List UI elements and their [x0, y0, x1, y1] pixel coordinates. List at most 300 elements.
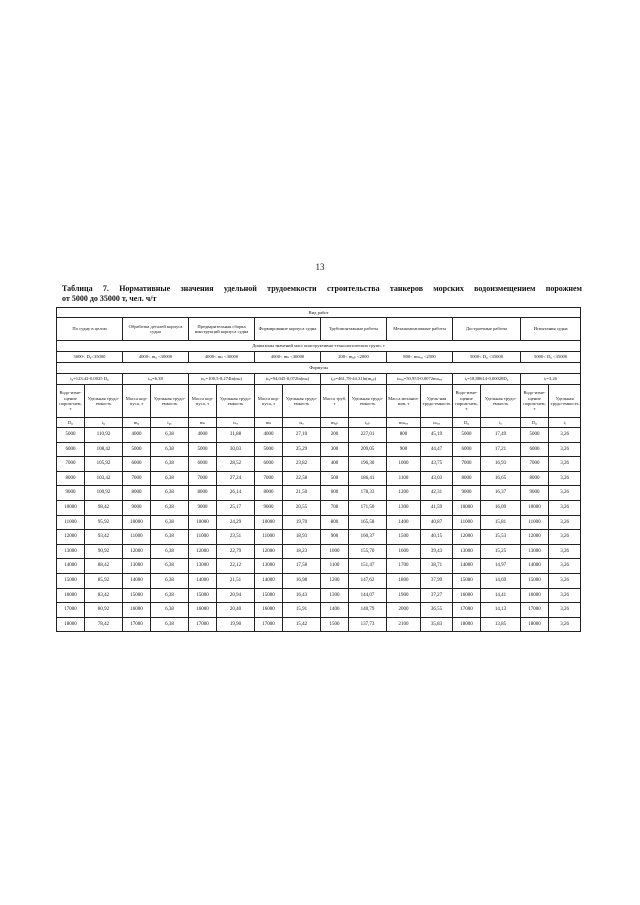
table-cell: 6000	[521, 442, 549, 457]
subheader-cell: Удель-ная трудо-емкость	[421, 385, 453, 418]
table-cell: 21,50	[283, 486, 321, 501]
table-cell: 3,26	[549, 573, 581, 588]
table-cell: 16,65	[481, 471, 521, 486]
table-cell: 4000	[255, 428, 283, 443]
formula-cell: tₘₑₓ=50,953-0,0072mₘₑₓ	[387, 374, 453, 385]
formula-cell: t₀=123,42-0,0025 D₀	[57, 374, 123, 385]
table-cell: 7000	[123, 471, 151, 486]
table-cell: 155,70	[349, 544, 387, 559]
subheader-cell: Удельная трудо-емкость	[349, 385, 387, 418]
table-cell: 3,26	[549, 544, 581, 559]
table-cell: 14,97	[481, 559, 521, 574]
table-cell: 17000	[453, 603, 481, 618]
table-cell: 108,42	[85, 442, 123, 457]
table-cell: 1300	[387, 500, 421, 515]
table-cell: 600	[321, 486, 349, 501]
table-cell: 196,30	[349, 457, 387, 472]
table-cell: 3,26	[549, 559, 581, 574]
symbol-cell: mₖ	[255, 418, 283, 428]
range-cell: 4000< m₀ <30000	[123, 352, 189, 363]
table-cell: 24,29	[217, 515, 255, 530]
group-header: Предварительная сборка конструкций корпуса судна	[189, 318, 255, 341]
table-cell: 1000	[387, 457, 421, 472]
table-cell: 40,15	[421, 530, 453, 545]
subheader-cell: Водо-изме-щение порож-нем, т	[453, 385, 481, 418]
symbol-cell: tᵢ	[549, 418, 581, 428]
table-cell: 30,03	[217, 442, 255, 457]
table-cell: 7000	[255, 471, 283, 486]
table-cell: 23,82	[283, 457, 321, 472]
subheader-cell: Масса кор-пуса, т	[123, 385, 151, 418]
table-cell: 140,79	[349, 603, 387, 618]
table-cell: 26,14	[217, 486, 255, 501]
subheader-cell: Масса кор-пуса, т	[189, 385, 217, 418]
table-cell: 6000	[123, 457, 151, 472]
subheader-cell: Масса труб, т	[321, 385, 349, 418]
table-cell: 6000	[453, 442, 481, 457]
symbol-cell: D₀	[57, 418, 85, 428]
subheader-cell: Масса кор-пуса, т	[255, 385, 283, 418]
table-cell: 5000	[453, 428, 481, 443]
table-cell: 25,17	[217, 500, 255, 515]
table-cell: 8000	[453, 471, 481, 486]
table-cell: 6,38	[151, 486, 189, 501]
table-cell: 1400	[321, 603, 349, 618]
table-cell: 12000	[189, 544, 217, 559]
table-cell: 6000	[189, 457, 217, 472]
table-cell: 14,69	[481, 573, 521, 588]
table-cell: 22,12	[217, 559, 255, 574]
table-cell: 36,55	[421, 603, 453, 618]
table-cell: 1200	[321, 573, 349, 588]
table-cell: 1700	[387, 559, 421, 574]
table-cell: 10000	[123, 515, 151, 530]
table-cell: 110,92	[85, 428, 123, 443]
table-row	[57, 544, 581, 559]
table-cell: 14,41	[481, 588, 521, 603]
table-cell: 15,81	[481, 515, 521, 530]
symbol-cell: t₀ₚ	[349, 418, 387, 428]
table-cell: 6,38	[151, 617, 189, 632]
table-cell: 20,55	[283, 500, 321, 515]
table-row	[57, 530, 581, 545]
table-cell: 9000	[57, 486, 85, 501]
table-cell: 16,98	[283, 573, 321, 588]
table-cell: 22,79	[217, 544, 255, 559]
table-cell: 3,26	[549, 603, 581, 618]
table-cell: 3,26	[549, 486, 581, 501]
table-cell: 17000	[255, 617, 283, 632]
range-cell: 800< mₘₑₓ <2500	[387, 352, 453, 363]
table-cell: 10000	[453, 500, 481, 515]
table-cell: 88,42	[85, 559, 123, 574]
table-cell: 8000	[189, 486, 217, 501]
table-cell: 11000	[255, 530, 283, 545]
formula-cell: tₖₐ=94,045-8,072ln(mₖ)	[255, 374, 321, 385]
table-cell: 31,88	[217, 428, 255, 443]
table-cell: 23,51	[217, 530, 255, 545]
table-cell: 300	[321, 442, 349, 457]
table-cell: 6000	[57, 442, 85, 457]
table-cell: 160,37	[349, 530, 387, 545]
table-cell: 6,38	[151, 559, 189, 574]
table-cell: 6,38	[151, 500, 189, 515]
table-cell: 10000	[255, 515, 283, 530]
table-cell: 37,99	[421, 573, 453, 588]
table-cell: 500	[321, 471, 349, 486]
table-cell: 700	[321, 500, 349, 515]
table-cell: 43,03	[421, 471, 453, 486]
table-cell: 17,58	[283, 559, 321, 574]
group-header: Формирование корпуса судна	[255, 318, 321, 341]
table-cell: 1600	[387, 544, 421, 559]
table-cell: 3,26	[549, 457, 581, 472]
table-cell: 13000	[453, 544, 481, 559]
symbol-cell: t₀ₐ	[151, 418, 189, 428]
table-cell: 20,94	[217, 588, 255, 603]
table-cell: 3,26	[549, 500, 581, 515]
table-cell: 6,38	[151, 573, 189, 588]
table-cell: 6,38	[151, 428, 189, 443]
table-row	[57, 573, 581, 588]
table-cell: 6,38	[151, 588, 189, 603]
table-cell: 98,42	[85, 500, 123, 515]
subheader-cell: Водо-изме-щение порож-нем, т	[521, 385, 549, 418]
table-cell: 10000	[189, 515, 217, 530]
table-cell: 7000	[189, 471, 217, 486]
symbol-cell: tₐ	[481, 418, 521, 428]
table-cell: 13000	[123, 559, 151, 574]
table-cell: 93,42	[85, 530, 123, 545]
table-cell: 11000	[57, 515, 85, 530]
formula-cell: tₙₓ=100,5-8,274ln(mₛ)	[189, 374, 255, 385]
table-row	[57, 457, 581, 472]
table-cell: 40,87	[421, 515, 453, 530]
table-cell: 3,26	[549, 428, 581, 443]
table-cell: 103,42	[85, 471, 123, 486]
table-cell: 90,92	[85, 544, 123, 559]
table-cell: 3,26	[549, 471, 581, 486]
table-cell: 227,01	[349, 428, 387, 443]
table-cell: 18000	[57, 617, 85, 632]
table-cell: 1800	[387, 573, 421, 588]
table-cell: 16000	[123, 603, 151, 618]
range-cell: 5000< D₀ <35000	[453, 352, 521, 363]
table-cell: 1500	[387, 530, 421, 545]
table-cell: 8000	[255, 486, 283, 501]
formula-cell: tₒₐ=6,38	[123, 374, 189, 385]
table-cell: 1400	[387, 515, 421, 530]
table-cell: 178,33	[349, 486, 387, 501]
table-cell: 209,05	[349, 442, 387, 457]
symbol-cell: D₀	[521, 418, 549, 428]
table-cell: 19,70	[283, 515, 321, 530]
table-cell: 27,24	[217, 471, 255, 486]
table-cell: 12000	[521, 530, 549, 545]
table-cell: 44,47	[421, 442, 453, 457]
table-cell: 13000	[255, 559, 283, 574]
table-cell: 1100	[387, 471, 421, 486]
table-cell: 1900	[387, 588, 421, 603]
group-header: Трубомонтажные работы	[321, 318, 387, 341]
header-title: Вид работ	[57, 308, 581, 318]
table-cell: 14000	[189, 573, 217, 588]
table-row	[57, 515, 581, 530]
table-cell: 43,75	[421, 457, 453, 472]
table-cell: 41,59	[421, 500, 453, 515]
table-cell: 12000	[57, 530, 85, 545]
table-cell: 186,41	[349, 471, 387, 486]
subheader-cell: Удельная трудо-емкость	[85, 385, 123, 418]
table-cell: 3,26	[549, 617, 581, 632]
table-cell: 95,92	[85, 515, 123, 530]
table-cell: 5000	[189, 442, 217, 457]
table-cell: 42,31	[421, 486, 453, 501]
table-row	[57, 442, 581, 457]
symbol-cell: tₙₓ	[217, 418, 255, 428]
table-cell: 1300	[321, 588, 349, 603]
table-cell: 21,51	[217, 573, 255, 588]
table-cell: 39,43	[421, 544, 453, 559]
table-cell: 165,58	[349, 515, 387, 530]
table-cell: 6,38	[151, 603, 189, 618]
table-cell: 80,92	[85, 603, 123, 618]
table-cell: 18,23	[283, 544, 321, 559]
table-cell: 1000	[321, 544, 349, 559]
group-header: Испытания судна	[521, 318, 581, 341]
table-cell: 1100	[321, 559, 349, 574]
table-cell: 10000	[57, 500, 85, 515]
subheader-cell: Удельная трудо-емкость	[481, 385, 521, 418]
table-cell: 137,73	[349, 617, 387, 632]
table-cell: 15000	[255, 588, 283, 603]
table-cell: 12000	[453, 530, 481, 545]
table-cell: 100,92	[85, 486, 123, 501]
table-cell: 85,92	[85, 573, 123, 588]
subheader-cell: Водо-изме-щение порож-нем, т	[57, 385, 85, 418]
formula-cell: t₀ₚ=461,78-44,31ln(m₀ₚ)	[321, 374, 387, 385]
table-cell: 7000	[453, 457, 481, 472]
table-cell: 200	[321, 428, 349, 443]
table-row	[57, 603, 581, 618]
table-cell: 5000	[255, 442, 283, 457]
table-row	[57, 486, 581, 501]
table-cell: 3,26	[549, 530, 581, 545]
table-cell: 37,27	[421, 588, 453, 603]
symbol-cell: tₖₐ	[283, 418, 321, 428]
table-cell: 16000	[57, 588, 85, 603]
table-cell: 800	[387, 428, 421, 443]
table-cell: 3,26	[549, 515, 581, 530]
table-cell: 15000	[453, 573, 481, 588]
table-cell: 17,49	[481, 428, 521, 443]
table-cell: 18000	[453, 617, 481, 632]
ranges-title: Диапазоны значений масс конструктивно-технологических групп, т	[57, 341, 581, 352]
table-cell: 17000	[123, 617, 151, 632]
table-cell: 15,25	[481, 544, 521, 559]
table-cell: 12000	[255, 544, 283, 559]
table-cell: 17,21	[481, 442, 521, 457]
table-cell: 900	[387, 442, 421, 457]
table-cell: 10000	[521, 500, 549, 515]
table-cell: 900	[321, 530, 349, 545]
group-header: Обработка деталей корпуса судна	[123, 318, 189, 341]
group-header: Механомонтажные работы	[387, 318, 453, 341]
table-cell: 9000	[123, 500, 151, 515]
table-cell: 13000	[521, 544, 549, 559]
table-cell: 6,38	[151, 457, 189, 472]
table-cell: 18000	[521, 617, 549, 632]
range-cell: 200< m₀ₚ <2000	[321, 352, 387, 363]
table-cell: 8000	[123, 486, 151, 501]
table-cell: 11000	[123, 530, 151, 545]
symbol-cell: t₀	[85, 418, 123, 428]
table-cell: 3,26	[549, 588, 581, 603]
subheader-cell: Удельная трудо-емкость	[217, 385, 255, 418]
table-cell: 27,10	[283, 428, 321, 443]
table-row	[57, 617, 581, 632]
table-cell: 13,85	[481, 617, 521, 632]
range-cell: 4000< mₖ <30000	[255, 352, 321, 363]
table-cell: 400	[321, 457, 349, 472]
table-cell: 20,40	[217, 603, 255, 618]
table-cell: 16000	[521, 588, 549, 603]
table-cell: 9000	[453, 486, 481, 501]
table-cell: 2000	[387, 603, 421, 618]
table-cell: 8000	[521, 471, 549, 486]
table-cell: 7000	[57, 457, 85, 472]
table-cell: 15000	[123, 588, 151, 603]
table-cell: 45,19	[421, 428, 453, 443]
table-cell: 16,93	[481, 457, 521, 472]
group-header: Достроечные работы	[453, 318, 521, 341]
subheader-cell: Удельная трудо-емкость	[549, 385, 581, 418]
table-cell: 11000	[453, 515, 481, 530]
symbol-cell: tₘₑₓ	[421, 418, 453, 428]
subheader-cell: Удельная трудо-емкость	[283, 385, 321, 418]
caption-line-1: Таблица 7. Нормативные значения удельной трудоемкости строительства танкеров морских водоизмещением порожнем	[62, 284, 582, 293]
table-cell: 28,52	[217, 457, 255, 472]
symbol-cell: D₀	[453, 418, 481, 428]
table-cell: 13000	[57, 544, 85, 559]
table-cell: 22,58	[283, 471, 321, 486]
table-cell: 38,71	[421, 559, 453, 574]
table-cell: 15,91	[283, 603, 321, 618]
table-cell: 800	[321, 515, 349, 530]
symbol-cell: mₛ	[189, 418, 217, 428]
table-cell: 15,53	[481, 530, 521, 545]
subheader-cell: Удельная трудо-емкость	[151, 385, 189, 418]
table-cell: 78,42	[85, 617, 123, 632]
table-cell: 17000	[57, 603, 85, 618]
table-cell: 16000	[189, 603, 217, 618]
labor-intensity-table	[56, 307, 581, 632]
table-cell: 19,90	[217, 617, 255, 632]
table-cell: 18,93	[283, 530, 321, 545]
table-row	[57, 588, 581, 603]
table-cell: 14,13	[481, 603, 521, 618]
symbol-cell: mₘₑₓ	[387, 418, 421, 428]
table-cell: 6,38	[151, 530, 189, 545]
table-cell: 11000	[189, 530, 217, 545]
table-cell: 9000	[189, 500, 217, 515]
table-cell: 5000	[521, 428, 549, 443]
table-cell: 16,37	[481, 486, 521, 501]
table-cell: 105,92	[85, 457, 123, 472]
subheader-cell: Масса механиз-мов, т	[387, 385, 421, 418]
table-cell: 9000	[521, 486, 549, 501]
formula-cell: tᵢ=3,26	[521, 374, 581, 385]
table-cell: 17000	[521, 603, 549, 618]
group-header: По судну в целом	[57, 318, 123, 341]
range-cell: 4000< mₛ <30000	[189, 352, 255, 363]
formulas-title: Формулы	[57, 363, 581, 374]
table-cell: 25,29	[283, 442, 321, 457]
table-cell: 1500	[321, 617, 349, 632]
table-cell: 14000	[255, 573, 283, 588]
table-cell: 17000	[189, 617, 217, 632]
table-cell: 16,09	[481, 500, 521, 515]
symbol-cell: m₀	[123, 418, 151, 428]
table-cell: 6,38	[151, 471, 189, 486]
table-row	[57, 559, 581, 574]
table-cell: 6,38	[151, 544, 189, 559]
table-cell: 83,42	[85, 588, 123, 603]
table-cell: 16,43	[283, 588, 321, 603]
table-cell: 147,62	[349, 573, 387, 588]
table-cell: 8000	[57, 471, 85, 486]
table-cell: 16000	[453, 588, 481, 603]
table-cell: 4000	[189, 428, 217, 443]
table-cell: 3,26	[549, 442, 581, 457]
table-cell: 171,50	[349, 500, 387, 515]
table-cell: 2100	[387, 617, 421, 632]
table-cell: 15000	[57, 573, 85, 588]
table-cell: 14000	[123, 573, 151, 588]
table-cell: 14000	[521, 559, 549, 574]
table-cell: 13000	[189, 559, 217, 574]
table-cell: 7000	[521, 457, 549, 472]
caption-line-2: от 5000 до 35000 т, чел. ч/т	[62, 294, 157, 303]
table-cell: 144,07	[349, 588, 387, 603]
table-cell: 15,42	[283, 617, 321, 632]
table-cell: 11000	[521, 515, 549, 530]
table-cell: 35,83	[421, 617, 453, 632]
table-cell: 6,38	[151, 515, 189, 530]
table-cell: 14000	[453, 559, 481, 574]
formula-cell: tₐ=18,88614-0,00028D₀	[453, 374, 521, 385]
table-row	[57, 428, 581, 443]
table-cell: 5000	[57, 428, 85, 443]
table-cell: 12000	[123, 544, 151, 559]
table-row	[57, 500, 581, 515]
table-cell: 14000	[57, 559, 85, 574]
table-cell: 4000	[123, 428, 151, 443]
range-cell: 5000< D₀<35000	[57, 352, 123, 363]
table-row	[57, 471, 581, 486]
page-number: 13	[315, 262, 325, 272]
symbol-cell: m₀ₚ	[321, 418, 349, 428]
table-cell: 16000	[255, 603, 283, 618]
table-cell: 6,38	[151, 442, 189, 457]
table-cell: 1200	[387, 486, 421, 501]
range-cell: 5000< D₀ <35000	[521, 352, 581, 363]
table-cell: 15000	[189, 588, 217, 603]
table-caption	[62, 284, 582, 304]
table-cell: 6000	[255, 457, 283, 472]
table-cell: 5000	[123, 442, 151, 457]
table-cell: 15000	[521, 573, 549, 588]
